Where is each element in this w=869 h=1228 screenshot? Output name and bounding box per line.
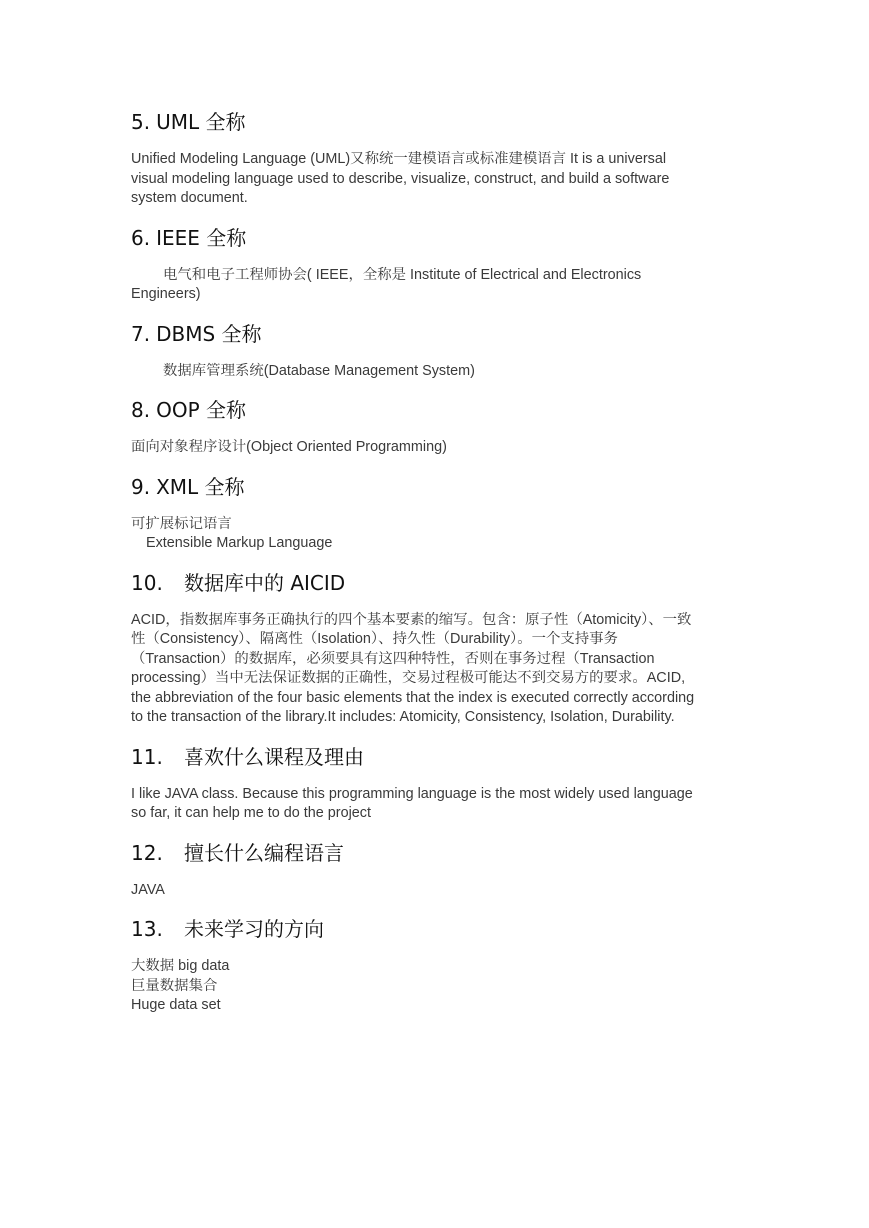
section-title: IEEE 全称 (156, 225, 247, 250)
section-body (131, 611, 741, 728)
document-content (131, 108, 741, 1031)
section-body (131, 515, 741, 554)
body-line: Extensible Markup Language (146, 535, 333, 551)
section-title: 未来学习的方向 (184, 917, 324, 941)
body-line: I like JAVA class. Because this programming language is the most widely used language (131, 785, 693, 802)
section-number: 8. (131, 398, 151, 422)
section-xml (131, 473, 741, 554)
body-line: so far, it can help me to do the project (131, 805, 371, 821)
section-number: 11. (131, 744, 163, 769)
body-line: 数据库管理系统(Database Management System) (163, 362, 475, 379)
section-body (131, 266, 741, 305)
section-title: 擅长什么编程语言 (184, 840, 344, 865)
section-title: 数据库中的 AICID (184, 570, 346, 595)
body-line: （Transaction）的数据库，必须要具有这四种特性，否则在事务过程（Transaction (131, 650, 655, 667)
section-heading (131, 396, 741, 424)
body-line: 巨量数据集合 (131, 977, 218, 994)
body-line: to the transaction of the library.It includes: Atomicity, Consistency, Isolation, Durability. (131, 709, 675, 725)
body-line: visual modeling language used to describe, visualize, construct, and build a software (131, 170, 670, 187)
body-line: 可扩展标记语言 (131, 515, 232, 532)
section-favorite-course (131, 743, 741, 824)
body-line: Unified Modeling Language (UML)又称统一建模语言或标准建模语言 It is a universal (131, 151, 667, 167)
section-title: UML 全称 (156, 110, 246, 134)
section-number: 6. (131, 225, 151, 250)
section-programming-language (131, 839, 741, 901)
section-number: 10. (131, 570, 163, 595)
section-number: 12. (131, 840, 163, 865)
body-line: 大数据 big data (131, 958, 230, 974)
section-dbms (131, 320, 741, 382)
section-heading (131, 743, 741, 771)
section-title: XML 全称 (156, 474, 245, 499)
section-heading (131, 915, 741, 943)
section-future-direction (131, 915, 741, 1016)
body-line: ACID，指数据库事务正确执行的四个基本要素的缩写。包含：原子性（Atomicity）、一致 (131, 611, 692, 628)
section-title: 喜欢什么课程及理由 (184, 744, 364, 769)
section-body (131, 957, 741, 1016)
body-line: system document. (131, 190, 248, 206)
section-body (131, 362, 741, 382)
section-number: 5. (131, 110, 151, 134)
body-line: JAVA (131, 881, 165, 898)
body-line: 性（Consistency）、隔离性（Isolation）、持久性（Durability）。一个支持事务 (131, 631, 618, 647)
section-heading (131, 224, 741, 252)
body-line: processing）当中无法保证数据的正确性，交易过程极可能达不到交易方的要求。ACID, (131, 670, 686, 686)
section-heading (131, 473, 741, 501)
section-acid (131, 569, 741, 728)
section-heading (131, 108, 741, 136)
section-body (131, 150, 741, 209)
section-heading (131, 320, 741, 348)
body-line: 电气和电子工程师协会( IEEE，全称是 Institute of Electrical and Electronics (163, 266, 642, 283)
section-title: DBMS 全称 (156, 321, 262, 346)
body-line: Engineers) (131, 286, 201, 302)
section-heading (131, 569, 741, 597)
section-ieee (131, 224, 741, 305)
body-line: the abbreviation of the four basic elements that the index is executed correctly according (131, 689, 695, 706)
section-title: OOP 全称 (156, 398, 246, 422)
section-oop (131, 396, 741, 458)
section-heading (131, 839, 741, 867)
section-body (131, 438, 741, 458)
body-line: 面向对象程序设计(Object Oriented Programming) (131, 439, 447, 455)
body-line: Huge data set (131, 997, 221, 1013)
section-body (131, 881, 741, 901)
section-number: 9. (131, 474, 151, 499)
section-number: 13. (131, 917, 163, 941)
section-number: 7. (131, 321, 151, 346)
section-uml (131, 108, 741, 209)
section-body (131, 785, 741, 824)
